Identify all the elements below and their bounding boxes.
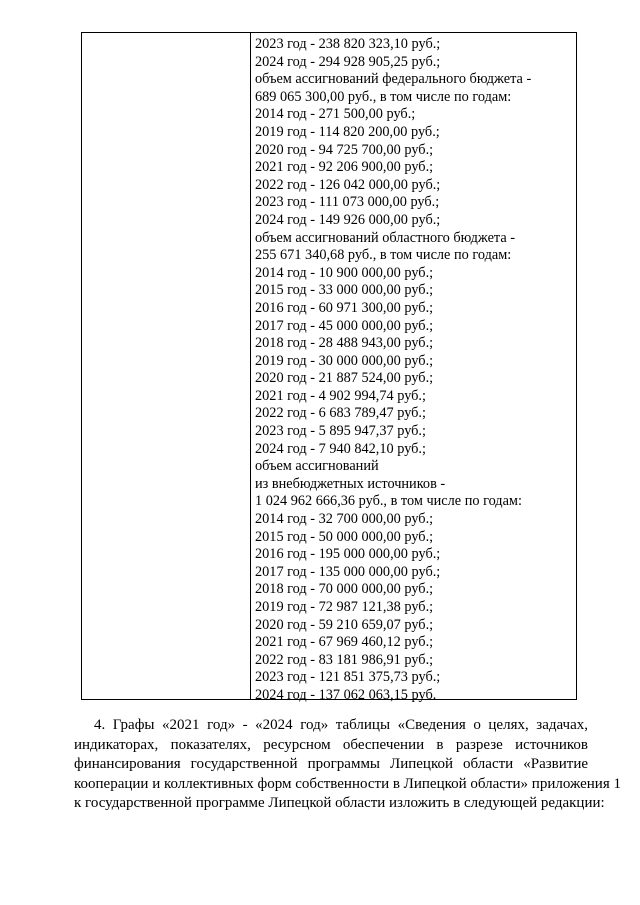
funding-line: 2024 год - 149 926 000,00 руб.; <box>255 211 441 228</box>
paragraph-line: кооперации и коллективных форм собственности в Липецкой области» приложения 1 <box>74 775 621 792</box>
funding-line: 2019 год - 114 820 200,00 руб.; <box>255 123 440 140</box>
funding-line: 2024 год - 7 940 842,10 руб.; <box>255 440 426 457</box>
funding-line: объем ассигнований областного бюджета - <box>255 229 516 246</box>
funding-line: 2023 год - 121 851 375,73 руб.; <box>255 669 441 686</box>
funding-line: 2021 год - 92 206 900,00 руб.; <box>255 159 434 176</box>
funding-line: 2014 год - 271 500,00 руб.; <box>255 106 416 123</box>
table-cell-funding <box>255 36 575 705</box>
paragraph-line: 4. Графы «2021 год» - «2024 год» таблицы «Сведения о целях, задачах, <box>94 717 588 733</box>
funding-line: 2023 год - 238 820 323,10 руб.; <box>255 36 441 52</box>
funding-line: 2019 год - 72 987 121,38 руб.; <box>255 599 434 615</box>
paragraph-line: финансирования государственной программы Липецкой области «Развитие <box>74 756 588 773</box>
funding-line: 2020 год - 59 210 659,07 руб.; <box>255 616 434 633</box>
funding-line: 2018 год - 28 488 943,00 руб.; <box>255 335 434 352</box>
funding-line: 2022 год - 126 042 000,00 руб.; <box>255 176 441 193</box>
funding-line: 2015 год - 50 000 000,00 руб.; <box>255 528 434 545</box>
funding-line: из внебюджетных источников - <box>255 475 446 492</box>
paragraph-line: индикаторах, показателях, ресурсном обеспечении в разрезе источников <box>74 736 588 753</box>
funding-line: 255 671 340,68 руб., в том числе по годам: <box>255 247 512 264</box>
funding-line: 2024 год - 137 062 063,15 руб. <box>255 686 437 703</box>
funding-line: объем ассигнований федерального бюджета - <box>255 71 532 88</box>
funding-line: 2022 год - 6 683 789,47 руб.; <box>255 405 426 422</box>
funding-line: 2018 год - 70 000 000,00 руб.; <box>255 581 434 598</box>
funding-line: 2020 год - 21 887 524,00 руб.; <box>255 370 434 387</box>
funding-line: 2023 год - 5 895 947,37 руб.; <box>255 423 426 440</box>
funding-line: 2023 год - 111 073 000,00 руб.; <box>255 194 440 211</box>
funding-line: 2019 год - 30 000 000,00 руб.; <box>255 352 434 369</box>
funding-line: 2020 год - 94 725 700,00 руб.; <box>255 141 434 158</box>
funding-line: 2014 год - 32 700 000,00 руб.; <box>255 511 434 528</box>
funding-line: 2022 год - 83 181 986,91 руб.; <box>255 651 434 668</box>
funding-line: 2024 год - 294 928 905,25 руб.; <box>255 53 441 70</box>
funding-line: 2017 год - 45 000 000,00 руб.; <box>255 317 434 334</box>
funding-line: 689 065 300,00 руб., в том числе по годам: <box>255 88 512 105</box>
table-column-divider <box>250 32 251 700</box>
funding-line: 2016 год - 60 971 300,00 руб.; <box>255 299 434 316</box>
funding-line: 2016 год - 195 000 000,00 руб.; <box>255 546 441 563</box>
funding-line: 2014 год - 10 900 000,00 руб.; <box>255 264 434 281</box>
funding-line: 1 024 962 666,36 руб., в том числе по годам: <box>255 493 522 510</box>
funding-line: 2017 год - 135 000 000,00 руб.; <box>255 563 441 580</box>
amendment-paragraph <box>74 716 621 814</box>
funding-line: 2021 год - 4 902 994,74 руб.; <box>255 387 426 404</box>
paragraph-line: к государственной программе Липецкой области изложить в следующей редакции: <box>74 795 605 812</box>
funding-line: 2021 год - 67 969 460,12 руб.; <box>255 634 434 651</box>
funding-line: 2015 год - 33 000 000,00 руб.; <box>255 282 434 299</box>
funding-line: объем ассигнований <box>255 458 379 475</box>
